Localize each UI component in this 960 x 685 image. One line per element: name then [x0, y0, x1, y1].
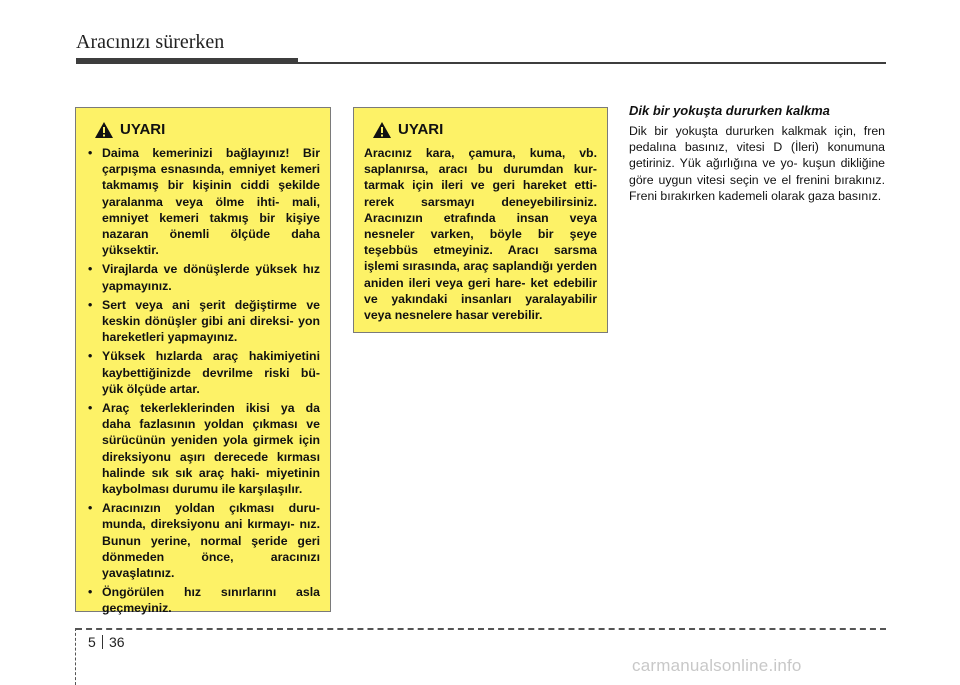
footer-separator — [102, 635, 103, 649]
warning-title: UYARI — [120, 120, 166, 138]
warning-box-left — [75, 107, 331, 616]
warning-item: • Sert veya ani şerit değiştirme ve keskin dönüşler gibi ani direksi- yon hareketleri yapmayınız. — [86, 297, 320, 346]
footer-rule — [76, 628, 886, 630]
warning-item: • Daima kemerinizi bağlayınız! Bir çarpışma esnasında, emniyet kemeri takmamış bir kişinin ciddi şekilde yaralanma veya ölme ihti- mali, emniyet kemeri takmış bir kişiye nazaran önemli ölçüde daha yüksektir. — [86, 145, 320, 258]
footer-chapter-number: 5 — [88, 634, 96, 650]
watermark: carmanualsonline.info — [632, 656, 802, 675]
warning-item: • Virajlarda ve dönüşlerde yüksek hız yapmayınız. — [86, 261, 320, 293]
warning-list — [86, 145, 320, 617]
warning-header — [372, 119, 597, 141]
warning-triangle-icon — [372, 121, 392, 139]
warning-title: UYARI — [398, 120, 444, 138]
warning-triangle-icon — [94, 121, 114, 139]
warning-box-right — [353, 107, 608, 333]
header-rule-thin — [298, 62, 886, 64]
warning-header — [94, 119, 320, 141]
section-title: Dik bir yokuşta dururken kalkma — [629, 103, 830, 118]
warning-item: • Öngörülen hız sınırlarını asla geçmeyiniz. — [86, 584, 320, 616]
footer-page-number: 36 — [109, 634, 125, 650]
section-steep-hill — [629, 103, 885, 204]
warning-item: • Aracınızın yoldan çıkması duru- munda, direksiyonu ani kırmayı- nız. Bunun yerine, normal şeride geri dönmeden önce, aracınızı yavaşlatınız. — [86, 500, 320, 581]
warning-item: • Yüksek hızlarda araç hakimiyetini kaybettiğinizde devrilme riski bü- yük ölçüde artar. — [86, 348, 320, 397]
warning-text: Aracınız kara, çamura, kuma, vb. saplanırsa, aracı bu durumdan kur- tarmak için ileri ve geri hareket etti- rerek sarsmayı deneyebilirsiniz. Aracınızın etrafında insan veya nesneler varken, böyle bir şeye teşebbüs etmeyiniz. Aracı sarsma işlemi sırasında, araç saplandığı yerden aniden ileri veya geri hare- ket edebilir ve yakındaki insanları yaralayabilir veya nesnelere hasar verebilir. — [364, 146, 597, 323]
header-rule-thick — [76, 58, 298, 64]
page-header-title: Aracınızı sürerken — [76, 31, 225, 53]
footer-vertical-rule — [75, 628, 76, 685]
section-body: Dik bir yokuşta dururken kalkmak için, fren pedalına basınız, vitesi D (İleri) konumuna getiriniz. Yük ağırlığına ve yo- kuşun dikliğine göre uygun vitesi seçin ve el frenini bırakınız. Freni bırakırken kademeli olarak gaza basınız. — [629, 124, 885, 203]
warning-item: • Araç tekerleklerinden ikisi ya da daha fazlasının yoldan çıkması ve sürücünün yeniden yola girmek için direksiyonu aşırı derecede kırması halinde sık sık araç haki- miyetinin kaybolması durumu ile karşılaşılır. — [86, 400, 320, 497]
